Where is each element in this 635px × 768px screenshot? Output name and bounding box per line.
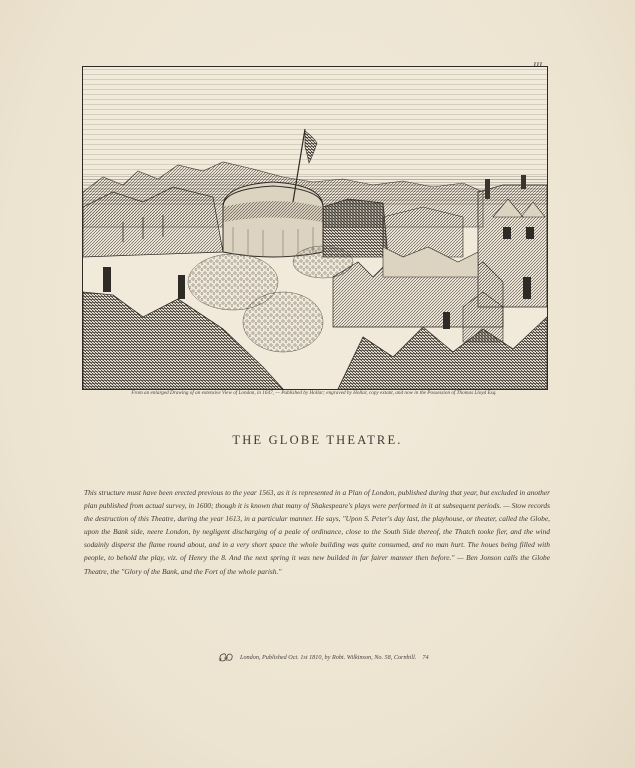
publisher-imprint xyxy=(218,651,429,663)
engraving-illustration xyxy=(82,66,548,390)
page-title: THE GLOBE THEATRE. xyxy=(232,433,403,447)
imprint-text: London, Published Oct. 1st 1810, by Robt. Wilkinson, No. 58, Cornhill. xyxy=(240,653,417,661)
description-paragraph: This structure must have been erected previous to the year 1563, as it is represented in a Plan of London, published during that year, but excluded in another plan published from actual survey, in 1600; though it is known that many of Shakespeare's plays were performed in it at subsequent periods. — Stow records the destruction of this Theatre, during the year 1613, in a particular manner. He says, "Upon S. Peter's day last, the playhouse, or theater, called the Globe, upon the Bank side, neere London, by negligent discharging of a peale of ordinance, close to the South Side thereof, the Thatch tooke fier, and the wind sodainly disperst the flame round about, and in a very short space the whole building was quite consumed, and no man hurt. The houes being filled with people, to behold the play, viz. of Henry the 8. And the next spring it was new builded in far fairer manner then before." — Ben Jonson calls the Globe Theatre, the "Glory of the Bank, and the Fort of the whole parish." xyxy=(84,488,550,576)
publisher-cipher-icon xyxy=(218,651,234,663)
imprint-mark: 74 xyxy=(422,653,429,661)
engraving-caption: From an enlarged Drawing of an extensive View of London, in 1647, — Published by Hollar; engraved by Hollar, copy extant, and now in the Possession of Thomas Lloyd Esq. xyxy=(131,390,497,396)
